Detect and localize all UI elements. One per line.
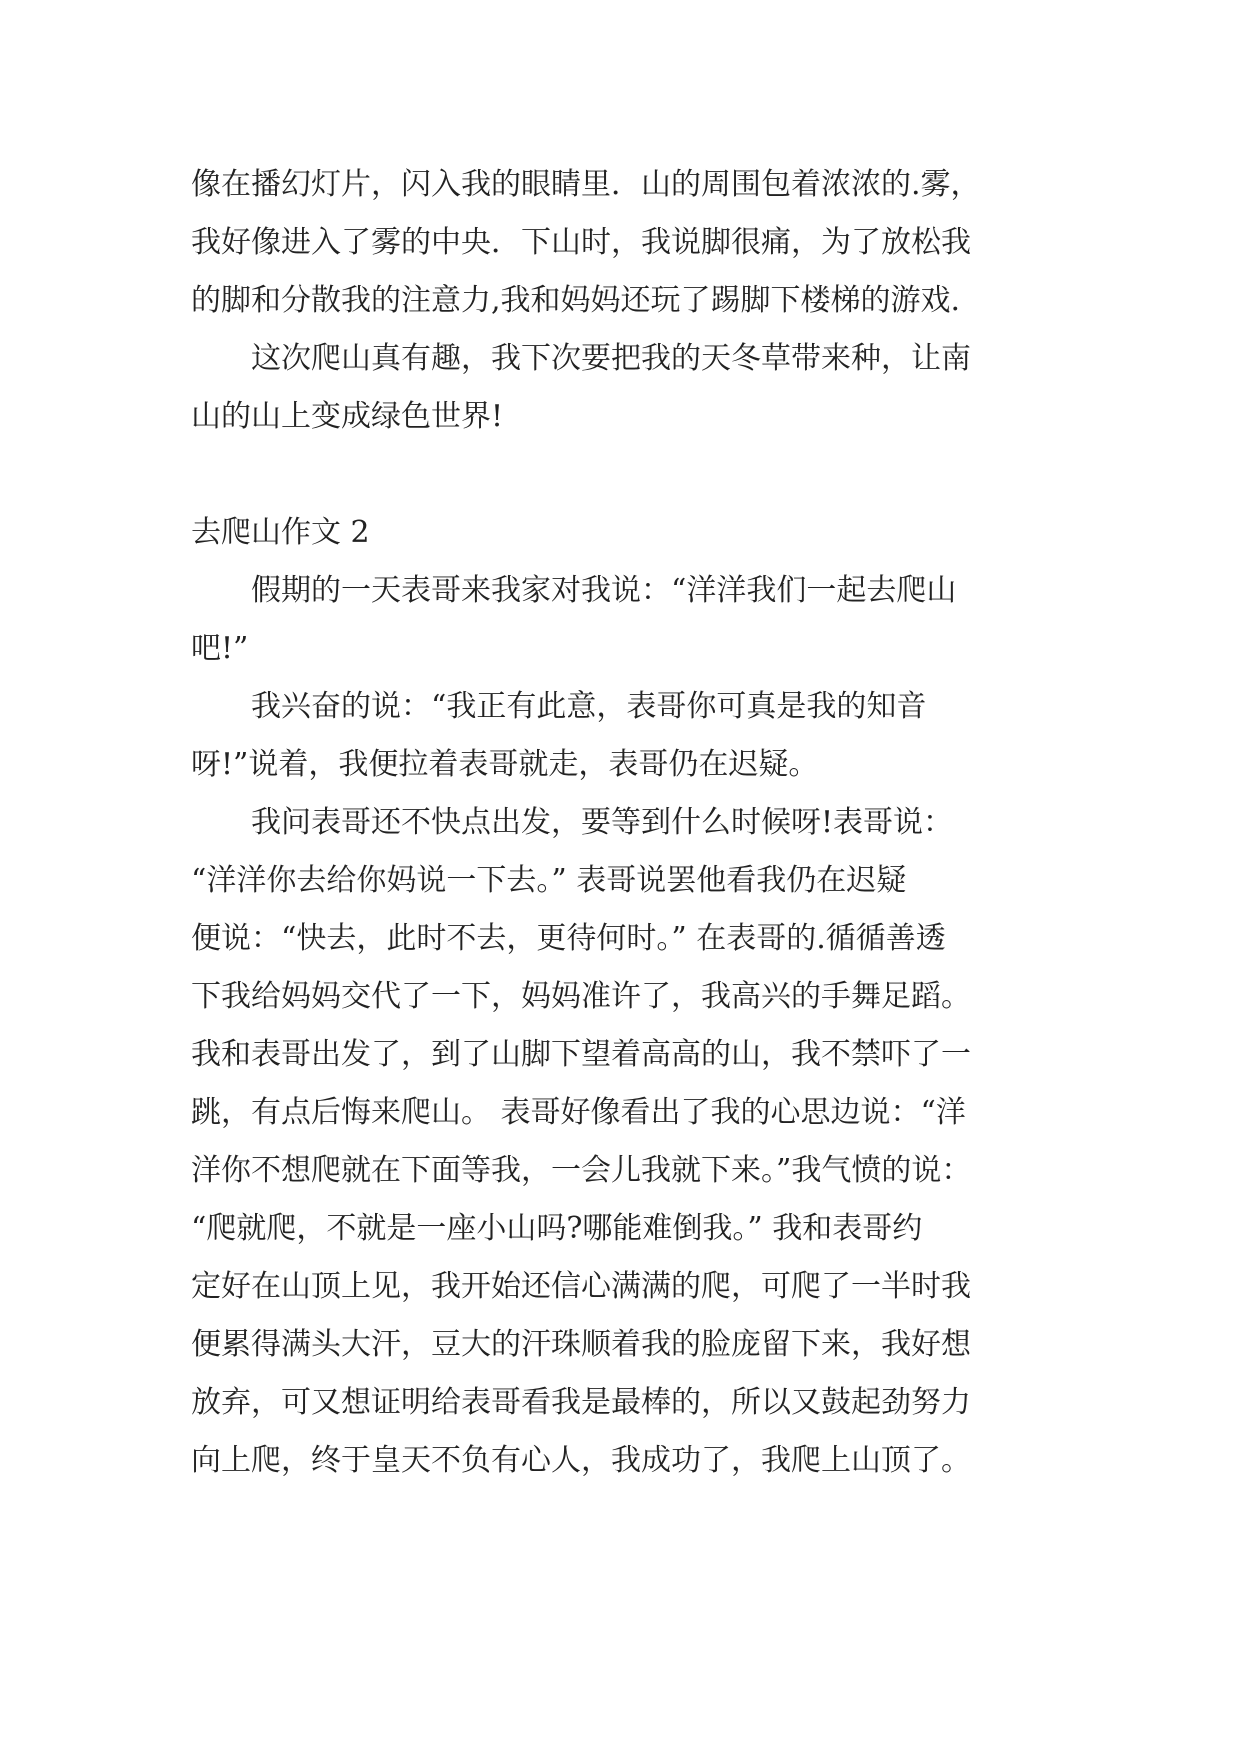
text-line: 放弃，可又想证明给表哥看我是最棒的，所以又鼓起劲努力 [191, 1385, 971, 1420]
text-line: 的脚和分散我的注意力,我和妈妈还玩了踢脚下楼梯的游戏. [191, 283, 961, 318]
text-line: 吧!” [191, 631, 249, 666]
text-line: 便累得满头大汗，豆大的汗珠顺着我的脸庞留下来，我好想 [191, 1327, 971, 1362]
paragraph-start-line: 这次爬山真有趣，我下次要把我的天冬草带来种，让南 [251, 341, 971, 376]
text-line: “爬就爬，不就是一座小山吗?哪能难倒我。” 我和表哥约 [191, 1211, 923, 1246]
text-line: 跳，有点后悔来爬山。 表哥好像看出了我的心思边说：“洋 [191, 1095, 966, 1130]
paragraph-start-line: 我问表哥还不快点出发，要等到什么时候呀!表哥说： [251, 805, 954, 840]
text-line: 山的山上变成绿色世界! [191, 399, 504, 434]
text-line: 我好像进入了雾的中央．下山时，我说脚很痛，为了放松我 [191, 225, 971, 260]
text-line: 便说：“快去，此时不去，更待何时。” 在表哥的.循循善透 [191, 921, 946, 956]
text-line: 洋你不想爬就在下面等我，一会儿我就下来。”我气愤的说： [191, 1153, 972, 1188]
text-line: 下我给妈妈交代了一下，妈妈准许了，我高兴的手舞足蹈。 [191, 979, 971, 1014]
text-line: 我和表哥出发了，到了山脚下望着高高的山，我不禁吓了一 [191, 1037, 971, 1072]
paragraph-start-line: 我兴奋的说：“我正有此意，表哥你可真是我的知音 [251, 689, 927, 724]
text-line: 向上爬，终于皇天不负有心人，我成功了，我爬上山顶了。 [191, 1443, 971, 1478]
text-line: 像在播幻灯片，闪入我的眼睛里．山的周围包着浓浓的.雾， [191, 167, 981, 202]
paragraph-start-line: 假期的一天表哥来我家对我说：“洋洋我们一起去爬山 [251, 573, 957, 608]
text-line: 定好在山顶上见，我开始还信心满满的爬，可爬了一半时我 [191, 1269, 971, 1304]
text-line: 呀!”说着，我便拉着表哥就走，表哥仍在迟疑。 [191, 747, 819, 782]
text-line: “洋洋你去给你妈说一下去。” 表哥说罢他看我仍在迟疑 [191, 863, 907, 898]
section-title: 去爬山作文 2 [191, 515, 370, 550]
